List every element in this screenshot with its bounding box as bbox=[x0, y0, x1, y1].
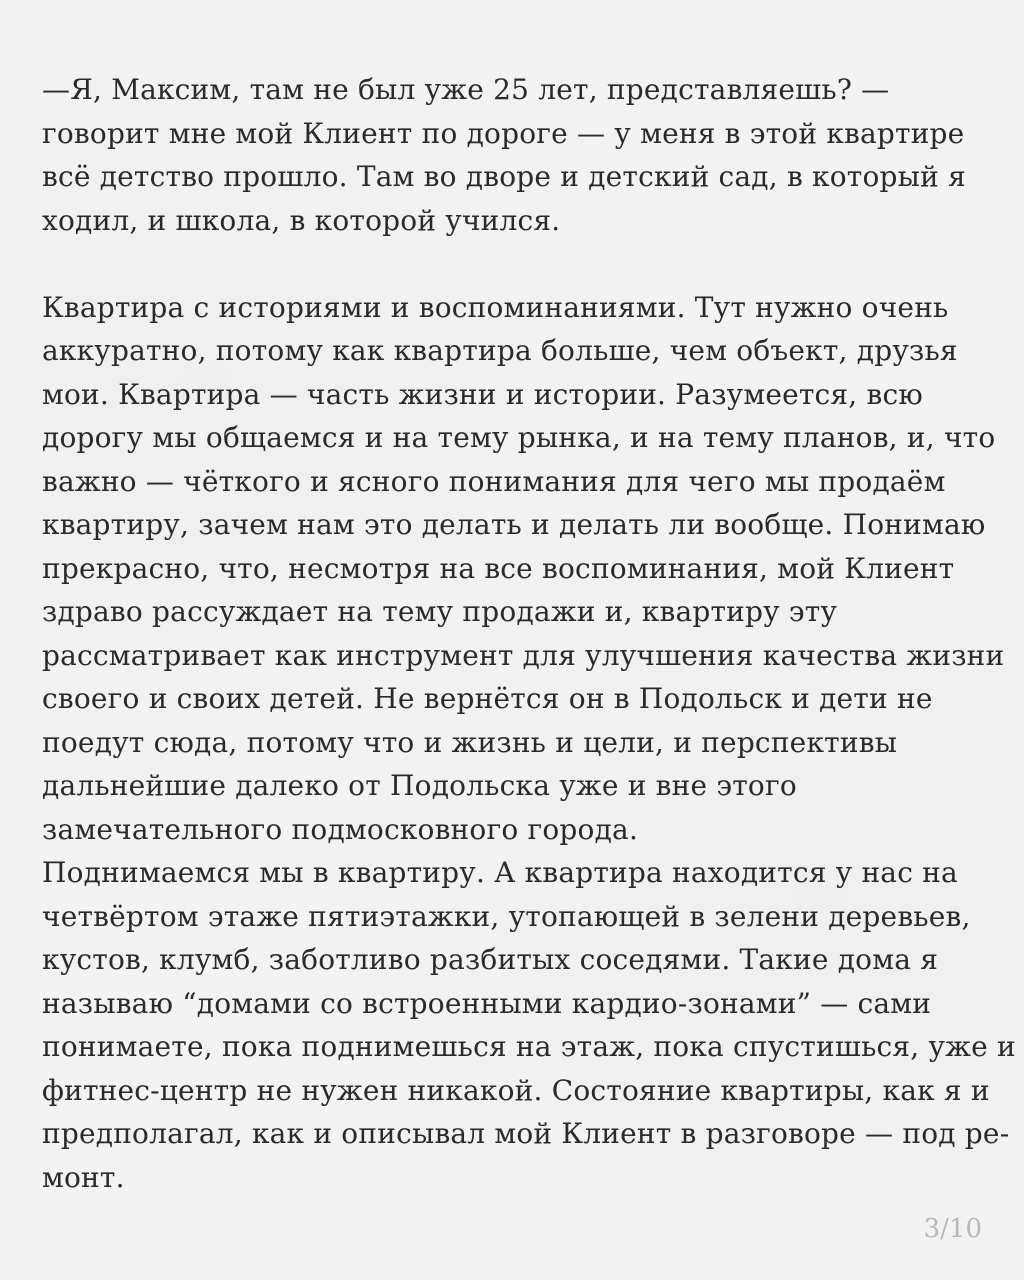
text-line: понимаете, пока поднимешься на этаж, пока спустишься, уже и bbox=[42, 1030, 1016, 1063]
page-number: 3/10 bbox=[923, 1214, 982, 1244]
text-line: кустов, клумб, заботливо разбитых соседями. Такие дома я bbox=[42, 943, 939, 976]
paragraph-2 bbox=[42, 286, 1005, 852]
text-line: рассматривает как инструмент для улучшения качества жизни bbox=[42, 638, 1005, 672]
text-line: монт. bbox=[42, 1160, 125, 1194]
text-line: дорогу мы общаемся и на тему рынка, и на тему планов, и, что bbox=[42, 421, 996, 454]
paragraph-1 bbox=[42, 68, 982, 242]
text-line: квартиру, зачем нам это делать и делать ли вообще. Понимаю bbox=[42, 508, 986, 541]
text-line: важно — чёткого и ясного понимания для чего мы продаём bbox=[42, 464, 946, 498]
text-line: замечательного подмосковного города. bbox=[42, 812, 639, 846]
text-line: прекрасно, что, несмотря на все воспоминания, мой Клиент bbox=[42, 551, 955, 585]
text-line: называю “домами со встроенными кардио-зонами” — сами bbox=[42, 986, 932, 1020]
paragraph-3 bbox=[42, 851, 1016, 1199]
text-line: Поднимаемся мы в квартиру. А квартира находится у нас на bbox=[42, 856, 958, 889]
text-line: —Я, Максим, там не был уже 25 лет, представляешь? — bbox=[42, 73, 890, 106]
story-text bbox=[42, 68, 1016, 1199]
text-line: ходил, и школа, в которой учился. bbox=[42, 203, 561, 237]
text-line: своего и своих детей. Не вернётся он в Подольск и дети не bbox=[42, 682, 933, 715]
text-line: здраво рассуждает на тему продажи и, квартиру эту bbox=[42, 595, 838, 628]
text-line: говорит мне мой Клиент по дороге — у меня в этой квартире bbox=[42, 116, 965, 150]
text-line: предполагал, как и описывал мой Клиент в разговоре — под ре- bbox=[42, 1117, 1010, 1150]
text-line: поедут сюда, потому что и жизнь и цели, и перспективы bbox=[42, 725, 898, 759]
text-line: мои. Квартира — часть жизни и истории. Разумеется, всю bbox=[42, 377, 923, 411]
text-line: дальнейшие далеко от Подольска уже и вне этого bbox=[42, 769, 797, 802]
paragraph-gap bbox=[42, 242, 982, 286]
text-line: всё детство прошло. Там во дворе и детский сад, в который я bbox=[42, 160, 966, 193]
text-line: четвёртом этаже пятиэтажки, утопающей в зелени деревьев, bbox=[42, 899, 971, 933]
text-line: фитнес-центр не нужен никакой. Состояние квартиры, как я и bbox=[42, 1073, 990, 1107]
text-line: аккуратно, потому как квартира больше, чем объект, друзья bbox=[42, 334, 958, 367]
text-line: Квартира с историями и воспоминаниями. Тут нужно очень bbox=[42, 290, 949, 324]
